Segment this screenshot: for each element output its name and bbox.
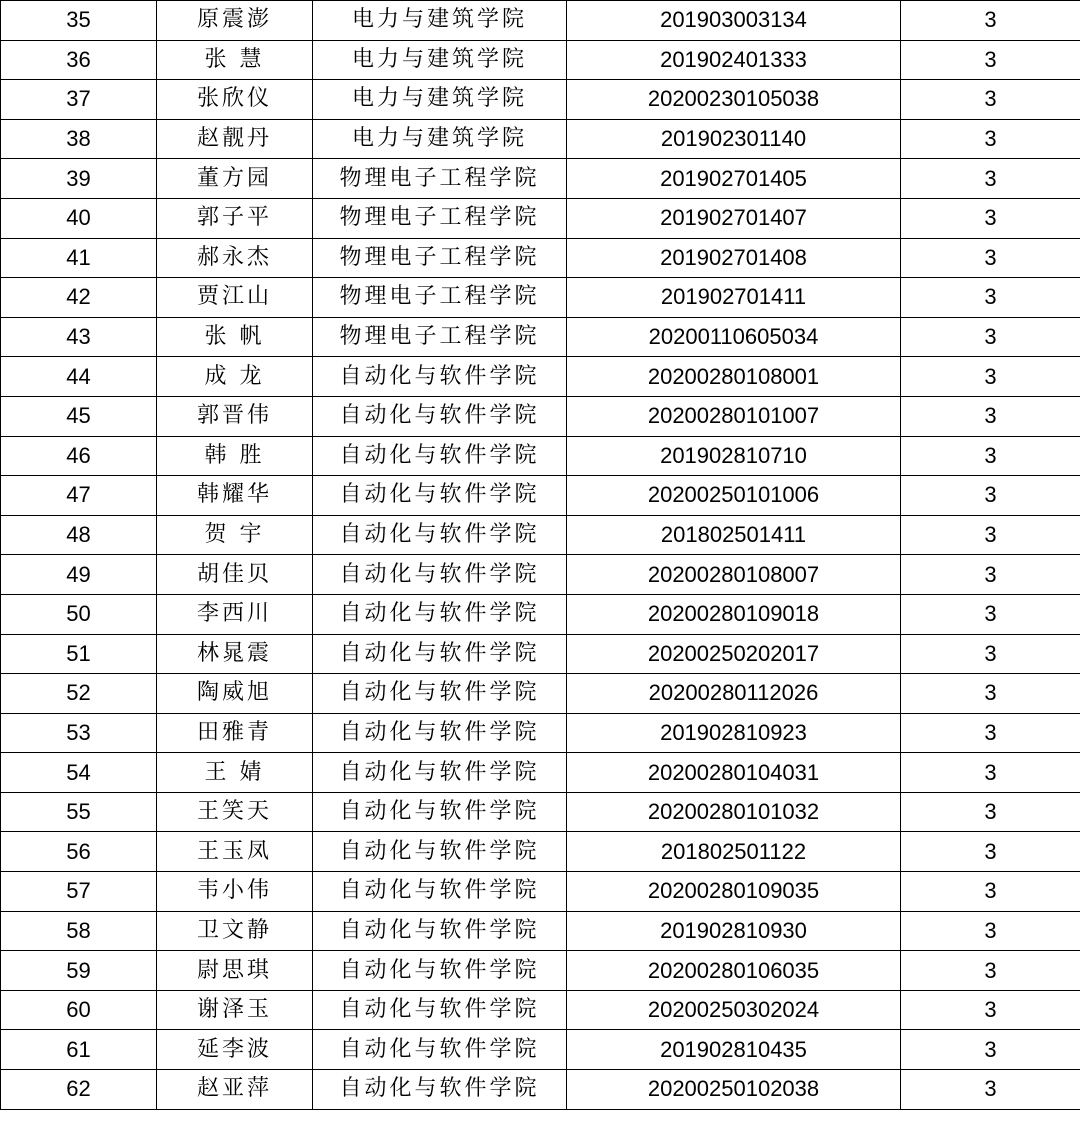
table-row — [1, 713, 1080, 753]
credits-cell: 3 — [901, 436, 1080, 476]
credits-cell: 3 — [901, 80, 1080, 120]
credits-cell: 3 — [901, 951, 1080, 991]
college-cell: 电力与建筑学院 — [313, 1, 567, 41]
student-id-cell: 20200280106035 — [567, 951, 901, 991]
student-name-cell: 王笑天 — [157, 792, 313, 832]
student-id-cell: 201802501411 — [567, 515, 901, 555]
student-id-cell: 20200280101007 — [567, 396, 901, 436]
credits-cell: 3 — [901, 911, 1080, 951]
credits-cell: 3 — [901, 872, 1080, 912]
student-name-cell: 成 龙 — [157, 357, 313, 397]
college-cell: 自动化与软件学院 — [313, 476, 567, 516]
college-cell: 自动化与软件学院 — [313, 753, 567, 793]
student-name-cell: 郭晋伟 — [157, 396, 313, 436]
student-id-cell: 20200250202017 — [567, 634, 901, 674]
table-row — [1, 357, 1080, 397]
college-cell: 自动化与软件学院 — [313, 713, 567, 753]
credits-cell: 3 — [901, 40, 1080, 80]
college-cell: 自动化与软件学院 — [313, 872, 567, 912]
student-id-cell: 201902810710 — [567, 436, 901, 476]
row-number-cell: 52 — [1, 674, 157, 714]
student-id-cell: 20200280101032 — [567, 792, 901, 832]
table-row — [1, 238, 1080, 278]
row-number-cell: 62 — [1, 1070, 157, 1110]
row-number-cell: 51 — [1, 634, 157, 674]
college-cell: 自动化与软件学院 — [313, 436, 567, 476]
student-name-cell: 胡佳贝 — [157, 555, 313, 595]
student-id-cell: 20200280108007 — [567, 555, 901, 595]
student-name-cell: 赵亚萍 — [157, 1070, 313, 1110]
row-number-cell: 56 — [1, 832, 157, 872]
student-name-cell: 赵靓丹 — [157, 119, 313, 159]
student-name-cell: 贺 宇 — [157, 515, 313, 555]
credits-cell: 3 — [901, 238, 1080, 278]
row-number-cell: 46 — [1, 436, 157, 476]
college-cell: 自动化与软件学院 — [313, 1070, 567, 1110]
table-row — [1, 1030, 1080, 1070]
college-cell: 物理电子工程学院 — [313, 317, 567, 357]
table-row — [1, 634, 1080, 674]
student-id-cell: 201902701407 — [567, 198, 901, 238]
credits-cell: 3 — [901, 753, 1080, 793]
table-row — [1, 832, 1080, 872]
credits-cell: 3 — [901, 555, 1080, 595]
table-row — [1, 198, 1080, 238]
row-number-cell: 43 — [1, 317, 157, 357]
credits-cell: 3 — [901, 792, 1080, 832]
college-cell: 自动化与软件学院 — [313, 357, 567, 397]
table-row — [1, 872, 1080, 912]
row-number-cell: 59 — [1, 951, 157, 991]
credits-cell: 3 — [901, 1070, 1080, 1110]
credits-cell: 3 — [901, 317, 1080, 357]
row-number-cell: 37 — [1, 80, 157, 120]
table-row — [1, 951, 1080, 991]
table-row — [1, 278, 1080, 318]
student-name-cell: 原震澎 — [157, 1, 313, 41]
student-id-cell: 20200280109035 — [567, 872, 901, 912]
student-name-cell: 尉思琪 — [157, 951, 313, 991]
credits-cell: 3 — [901, 594, 1080, 634]
row-number-cell: 36 — [1, 40, 157, 80]
credits-cell: 3 — [901, 476, 1080, 516]
credits-cell: 3 — [901, 1, 1080, 41]
student-id-cell: 201902810923 — [567, 713, 901, 753]
student-name-cell: 王玉凤 — [157, 832, 313, 872]
row-number-cell: 42 — [1, 278, 157, 318]
table-row — [1, 990, 1080, 1030]
roster-body — [1, 1, 1080, 1110]
student-name-cell: 卫文静 — [157, 911, 313, 951]
table-row — [1, 436, 1080, 476]
student-name-cell: 谢泽玉 — [157, 990, 313, 1030]
row-number-cell: 39 — [1, 159, 157, 199]
row-number-cell: 49 — [1, 555, 157, 595]
student-name-cell: 李西川 — [157, 594, 313, 634]
table-row — [1, 792, 1080, 832]
college-cell: 自动化与软件学院 — [313, 951, 567, 991]
credits-cell: 3 — [901, 119, 1080, 159]
college-cell: 自动化与软件学院 — [313, 674, 567, 714]
row-number-cell: 50 — [1, 594, 157, 634]
student-id-cell: 20200230105038 — [567, 80, 901, 120]
row-number-cell: 61 — [1, 1030, 157, 1070]
college-cell: 自动化与软件学院 — [313, 634, 567, 674]
student-name-cell: 延李波 — [157, 1030, 313, 1070]
credits-cell: 3 — [901, 990, 1080, 1030]
table-row — [1, 1070, 1080, 1110]
student-name-cell: 陶威旭 — [157, 674, 313, 714]
college-cell: 自动化与软件学院 — [313, 990, 567, 1030]
row-number-cell: 54 — [1, 753, 157, 793]
table-row — [1, 119, 1080, 159]
table-row — [1, 594, 1080, 634]
college-cell: 物理电子工程学院 — [313, 198, 567, 238]
student-name-cell: 张欣仪 — [157, 80, 313, 120]
credits-cell: 3 — [901, 159, 1080, 199]
college-cell: 自动化与软件学院 — [313, 515, 567, 555]
row-number-cell: 53 — [1, 713, 157, 753]
table-row — [1, 515, 1080, 555]
table-row — [1, 80, 1080, 120]
college-cell: 物理电子工程学院 — [313, 159, 567, 199]
credits-cell: 3 — [901, 1030, 1080, 1070]
college-cell: 自动化与软件学院 — [313, 396, 567, 436]
college-cell: 电力与建筑学院 — [313, 40, 567, 80]
credits-cell: 3 — [901, 357, 1080, 397]
table-row — [1, 911, 1080, 951]
table-row — [1, 40, 1080, 80]
college-cell: 自动化与软件学院 — [313, 911, 567, 951]
student-name-cell: 田雅青 — [157, 713, 313, 753]
college-cell: 物理电子工程学院 — [313, 238, 567, 278]
student-id-cell: 20200250302024 — [567, 990, 901, 1030]
student-name-cell: 董方园 — [157, 159, 313, 199]
college-cell: 自动化与软件学院 — [313, 594, 567, 634]
college-cell: 自动化与软件学院 — [313, 555, 567, 595]
credits-cell: 3 — [901, 278, 1080, 318]
college-cell: 自动化与软件学院 — [313, 832, 567, 872]
student-id-cell: 201902701405 — [567, 159, 901, 199]
row-number-cell: 48 — [1, 515, 157, 555]
student-id-cell: 201902701408 — [567, 238, 901, 278]
student-id-cell: 201902810435 — [567, 1030, 901, 1070]
student-id-cell: 20200280109018 — [567, 594, 901, 634]
student-id-cell: 20200250101006 — [567, 476, 901, 516]
student-name-cell: 张 帆 — [157, 317, 313, 357]
table-row — [1, 1, 1080, 41]
row-number-cell: 47 — [1, 476, 157, 516]
student-id-cell: 20200250102038 — [567, 1070, 901, 1110]
credits-cell: 3 — [901, 713, 1080, 753]
credits-cell: 3 — [901, 832, 1080, 872]
student-name-cell: 韩耀华 — [157, 476, 313, 516]
row-number-cell: 60 — [1, 990, 157, 1030]
page-crop-edge — [0, 1136, 1080, 1142]
row-number-cell: 40 — [1, 198, 157, 238]
table-row — [1, 555, 1080, 595]
student-id-cell: 201903003134 — [567, 1, 901, 41]
row-number-cell: 44 — [1, 357, 157, 397]
student-id-cell: 201902301140 — [567, 119, 901, 159]
student-name-cell: 韩 胜 — [157, 436, 313, 476]
row-number-cell: 41 — [1, 238, 157, 278]
student-name-cell: 郝永杰 — [157, 238, 313, 278]
student-id-cell: 201902401333 — [567, 40, 901, 80]
student-name-cell: 张 慧 — [157, 40, 313, 80]
table-row — [1, 396, 1080, 436]
student-name-cell: 韦小伟 — [157, 872, 313, 912]
credits-cell: 3 — [901, 634, 1080, 674]
student-id-cell: 201902701411 — [567, 278, 901, 318]
student-id-cell: 20200280104031 — [567, 753, 901, 793]
student-id-cell: 20200280112026 — [567, 674, 901, 714]
student-id-cell: 20200280108001 — [567, 357, 901, 397]
table-row — [1, 476, 1080, 516]
college-cell: 自动化与软件学院 — [313, 792, 567, 832]
student-id-cell: 201902810930 — [567, 911, 901, 951]
table-row — [1, 317, 1080, 357]
credits-cell: 3 — [901, 396, 1080, 436]
row-number-cell: 58 — [1, 911, 157, 951]
student-id-cell: 20200110605034 — [567, 317, 901, 357]
row-number-cell: 57 — [1, 872, 157, 912]
credits-cell: 3 — [901, 515, 1080, 555]
table-row — [1, 159, 1080, 199]
table-row — [1, 674, 1080, 714]
credits-cell: 3 — [901, 198, 1080, 238]
credits-cell: 3 — [901, 674, 1080, 714]
college-cell: 自动化与软件学院 — [313, 1030, 567, 1070]
student-name-cell: 贾江山 — [157, 278, 313, 318]
row-number-cell: 45 — [1, 396, 157, 436]
student-name-cell: 林晁震 — [157, 634, 313, 674]
student-name-cell: 王 婧 — [157, 753, 313, 793]
student-id-cell: 201802501122 — [567, 832, 901, 872]
college-cell: 电力与建筑学院 — [313, 80, 567, 120]
college-cell: 电力与建筑学院 — [313, 119, 567, 159]
college-cell: 物理电子工程学院 — [313, 278, 567, 318]
table-row — [1, 753, 1080, 793]
row-number-cell: 38 — [1, 119, 157, 159]
row-number-cell: 55 — [1, 792, 157, 832]
row-number-cell: 35 — [1, 1, 157, 41]
student-name-cell: 郭子平 — [157, 198, 313, 238]
